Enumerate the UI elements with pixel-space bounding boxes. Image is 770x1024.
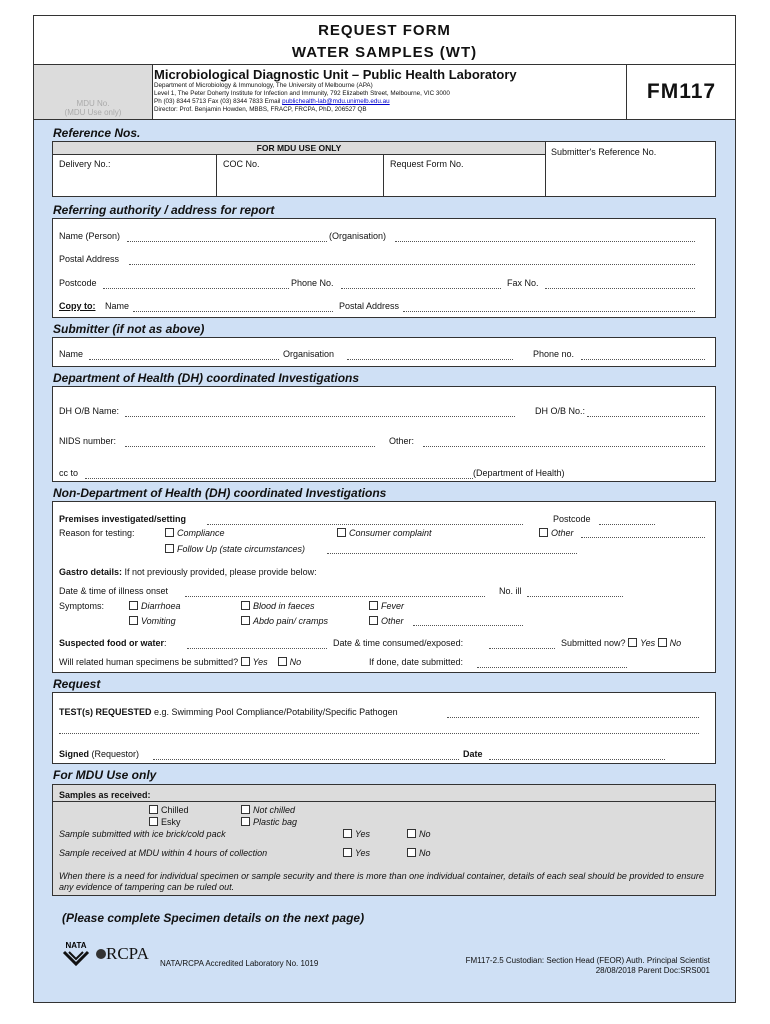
copy-name-line[interactable] xyxy=(133,311,333,312)
lab-address: Level 1, The Peter Doherty Institute for Infection and Immunity, 792 Elizabeth Street, Melbourne, VIC 3000 xyxy=(154,90,450,97)
form-code: FM117 xyxy=(626,65,736,119)
ice-label: Sample submitted with ice brick/cold pack xyxy=(59,829,226,839)
submitted-now-row: Submitted now? Yes No xyxy=(561,638,682,648)
tests-line[interactable] xyxy=(447,717,699,718)
organisation-label: (Organisation) xyxy=(329,231,387,241)
organisation-line[interactable] xyxy=(395,241,695,242)
nondh-heading: Non-Department of Health (DH) coordinated Investigations xyxy=(53,486,387,500)
reason-other-line[interactable] xyxy=(581,537,705,538)
tests-line-2[interactable] xyxy=(59,733,699,734)
next-page-note: (Please complete Specimen details on the next page) xyxy=(62,911,365,925)
submitter-org-label: Organisation xyxy=(283,349,335,359)
mdu-no-label: MDU No. xyxy=(76,99,110,108)
follow-up-option[interactable]: Follow Up (state circumstances) xyxy=(165,544,305,554)
onset-label: Date & time of illness onset xyxy=(59,586,169,596)
date-line[interactable] xyxy=(489,759,665,760)
symptom-other-option[interactable]: Other xyxy=(369,616,404,626)
nids-line[interactable] xyxy=(125,446,375,447)
submitter-org-line[interactable] xyxy=(347,359,513,360)
consumed-line[interactable] xyxy=(489,648,555,649)
submitter-box xyxy=(52,337,716,367)
reason-other-checkbox[interactable] xyxy=(539,528,548,537)
symptom-other-line[interactable] xyxy=(413,625,523,626)
phone-label: Phone No. xyxy=(291,278,334,288)
rcpa-icon xyxy=(96,949,106,959)
referring-heading: Referring authority / address for report xyxy=(53,203,275,217)
postcode-label: Postcode xyxy=(59,278,97,288)
submitter-name-line[interactable] xyxy=(89,359,279,360)
dh-ob-name-line[interactable] xyxy=(125,416,515,417)
name-person-label: Name (Person) xyxy=(59,231,121,241)
email-link[interactable]: publichealth-lab@mdu.unimelb.edu.au xyxy=(282,98,390,105)
symptoms-label: Symptoms: xyxy=(59,601,105,611)
samples-received-label: Samples as received: xyxy=(59,790,151,800)
tests-label: TEST(s) REQUESTED e.g. Swimming Pool Compliance/Potability/Specific Pathogen xyxy=(59,707,398,717)
lab-dept: Department of Microbiology & Immunology, The University of Melbourne (APA) xyxy=(154,82,373,89)
submitter-name-label: Name xyxy=(59,349,84,359)
date-label: Date xyxy=(463,749,483,759)
nondh-box xyxy=(52,501,716,673)
suspected-label: Suspected food or water: xyxy=(59,638,167,648)
suspected-line[interactable] xyxy=(187,648,327,649)
copy-to-label: Copy to: xyxy=(59,301,96,311)
human-yes-checkbox[interactable] xyxy=(241,657,250,666)
human-no-checkbox[interactable] xyxy=(278,657,287,666)
referring-box xyxy=(52,218,716,318)
within4-label: Sample received at MDU within 4 hours of collection xyxy=(59,848,268,858)
dh-other-label: Other: xyxy=(389,436,415,446)
lab-details xyxy=(154,67,624,114)
dh-ob-no-label: DH O/B No.: xyxy=(535,406,586,416)
mdu-only-banner: FOR MDU USE ONLY xyxy=(53,142,545,155)
mdu-box xyxy=(52,784,716,896)
copy-postal-line[interactable] xyxy=(403,311,695,312)
submitter-ref-field[interactable]: Submitter's Reference No. xyxy=(551,147,657,157)
reason-other-option[interactable]: Other xyxy=(539,528,574,538)
if-done-line[interactable] xyxy=(477,667,627,668)
reference-box xyxy=(52,141,716,197)
fax-label: Fax No. xyxy=(507,278,539,288)
copy-postal-label: Postal Address xyxy=(339,301,400,311)
plastic-bag-option[interactable]: Plastic bag xyxy=(241,817,297,827)
reference-heading: Reference Nos. xyxy=(53,126,141,140)
ice-yes-option[interactable]: Yes xyxy=(343,829,370,839)
fever-option[interactable]: Fever xyxy=(369,601,404,611)
header-box xyxy=(33,64,736,120)
lab-phone: Ph (03) 8344 5713 Fax (03) 8344 7833 Email publichealth-lab@mdu.unimelb.edu.au xyxy=(154,98,390,105)
if-done-label: If done, date submitted: xyxy=(369,657,464,667)
nondh-postcode-label: Postcode xyxy=(553,514,591,524)
dept-health-label: (Department of Health) xyxy=(473,468,565,478)
submitter-phone-line[interactable] xyxy=(581,359,705,360)
submitted-yes-checkbox[interactable] xyxy=(628,638,637,647)
nids-label: NIDS number: xyxy=(59,436,117,446)
ice-no-option[interactable]: No xyxy=(407,829,431,839)
nondh-postcode-line[interactable] xyxy=(599,524,655,525)
request-box xyxy=(52,692,716,764)
signed-label: Signed (Requestor) xyxy=(59,749,140,759)
submitter-heading: Submitter (if not as above) xyxy=(53,322,205,336)
reason-label: Reason for testing: xyxy=(59,528,135,538)
onset-line[interactable] xyxy=(185,596,485,597)
copy-name-label: Name xyxy=(105,301,130,311)
form-subtitle: WATER SAMPLES (WT) xyxy=(291,44,478,61)
cc-to-line[interactable] xyxy=(85,478,473,479)
follow-up-line[interactable] xyxy=(327,553,577,554)
postal-address-label: Postal Address xyxy=(59,254,120,264)
compliance-option[interactable]: Compliance xyxy=(165,528,225,538)
lab-name: Microbiological Diagnostic Unit – Public Health Laboratory xyxy=(154,67,517,82)
title-box xyxy=(33,15,736,64)
diarrhoea-option[interactable]: Diarrhoea xyxy=(129,601,181,611)
esky-option[interactable]: Esky xyxy=(149,817,181,827)
cc-to-label: cc to xyxy=(59,468,79,478)
doc-control: FM117-2.5 Custodian: Section Head (FEOR) Auth. Principal Scientist 28/08/2018 Parent Doc:SRS001 xyxy=(465,956,710,975)
vomiting-option[interactable]: Vomiting xyxy=(129,616,176,626)
mdu-no-box[interactable] xyxy=(34,65,153,119)
abdo-option[interactable]: Abdo pain/ cramps xyxy=(241,616,328,626)
nata-icon xyxy=(60,938,92,968)
lab-director: Director: Prof. Benjamin Howden, MBBS, FRACP, FRCPA, PhD, 206527 QB xyxy=(154,106,367,113)
human-row: Will related human specimens be submitted? Yes No xyxy=(59,657,302,667)
signed-line[interactable] xyxy=(153,759,459,760)
nata-logo xyxy=(60,938,92,968)
no-ill-label: No. ill xyxy=(499,586,522,596)
dh-other-line[interactable] xyxy=(423,446,705,447)
not-chilled-option[interactable]: Not chilled xyxy=(241,805,295,815)
blood-option[interactable]: Blood in faeces xyxy=(241,601,315,611)
premises-line[interactable] xyxy=(207,524,523,525)
consumer-option[interactable]: Consumer complaint xyxy=(337,528,432,538)
follow-up-checkbox[interactable] xyxy=(165,544,174,553)
premises-label: Premises investigated/setting xyxy=(59,514,187,524)
request-heading: Request xyxy=(53,677,101,691)
delivery-no-field[interactable]: Delivery No.: xyxy=(59,159,111,169)
gastro-text: Gastro details: If not previously provided, please provide below: xyxy=(59,567,317,577)
within4-no-option[interactable]: No xyxy=(407,848,431,858)
accredited-text: NATA/RCPA Accredited Laboratory No. 1019 xyxy=(160,959,319,968)
rcpa-logo: RCPA xyxy=(96,944,149,964)
submitter-phone-label: Phone no. xyxy=(533,349,575,359)
mdu-heading: For MDU Use only xyxy=(53,768,157,782)
tamper-note: When there is a need for individual specimen or sample security and there is more than one individual container, details of each seal should be provided to ensure any evidence of tampering can be ruled out. xyxy=(59,871,704,892)
request-form-no-field[interactable]: Request Form No. xyxy=(390,159,464,169)
compliance-checkbox[interactable] xyxy=(165,528,174,537)
dh-heading: Department of Health (DH) coordinated Investigations xyxy=(53,371,360,385)
no-ill-line[interactable] xyxy=(527,596,623,597)
consumer-checkbox[interactable] xyxy=(337,528,346,537)
postal-address-line[interactable] xyxy=(129,264,695,265)
coc-no-field[interactable]: COC No. xyxy=(223,159,260,169)
submitted-no-checkbox[interactable] xyxy=(658,638,667,647)
dh-ob-name-label: DH O/B Name: xyxy=(59,406,120,416)
postcode-line[interactable] xyxy=(103,288,289,289)
dh-box xyxy=(52,386,716,482)
form-title: REQUEST FORM xyxy=(318,22,451,39)
within4-yes-option[interactable]: Yes xyxy=(343,848,370,858)
phone-line[interactable] xyxy=(341,288,501,289)
mdu-use-label: (MDU Use only) xyxy=(64,108,122,117)
name-person-line[interactable] xyxy=(127,241,327,242)
dh-ob-no-line[interactable] xyxy=(587,416,705,417)
svg-text:NATA: NATA xyxy=(65,941,87,950)
fax-line[interactable] xyxy=(545,288,695,289)
consumed-label: Date & time consumed/exposed: xyxy=(333,638,464,648)
chilled-option[interactable]: Chilled xyxy=(149,805,189,815)
